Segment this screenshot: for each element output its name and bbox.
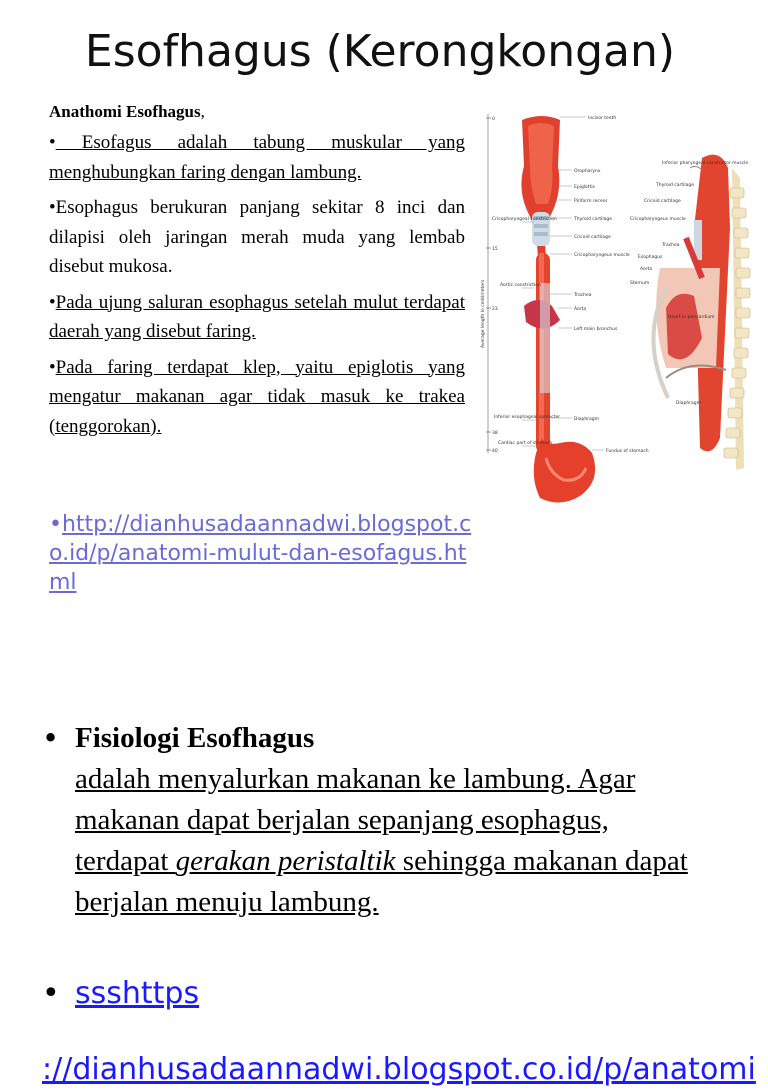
figure-label-left: Oropharynx (574, 169, 601, 174)
figure-label-left: Incisor teeth (588, 116, 617, 121)
ruler-tick-label: 38 (492, 431, 498, 436)
ruler-tick-label: 0 (492, 117, 495, 122)
esophagus-anatomy-illustration (480, 108, 768, 508)
figure-label-left: Epiglottis (574, 185, 595, 190)
figure-label-right: Esophagus (638, 255, 663, 260)
page-title: Esofhagus (Kerongkongan) (84, 26, 676, 77)
physiology-heading: Fisiologi Esofhagus (75, 722, 315, 754)
anatomy-paragraph-3: •Pada ujung saluran esophagus setelah mulut terdapat daerah yang disebut faring. (49, 291, 465, 342)
figure-label-left: Trachea (574, 293, 592, 298)
figure-label-right: Diaphragm (676, 401, 702, 406)
figure-label-right: Heart in pericardium (668, 315, 715, 320)
anatomy-paragraph-1: • Esofagus adalah tabung muskular yang menghubungkan faring dengan lambung. (49, 132, 465, 183)
figure-label-left: Cricopharyngeal constriction (492, 217, 557, 222)
figure-label-left: Cardiac part of stomach (498, 441, 553, 446)
figure-label-left: Aorta (574, 307, 587, 312)
figure-label-right: Aorta (640, 267, 653, 272)
ruler-tick-label: 23 (492, 307, 498, 312)
anatomy-paragraph-2: •Esophagus berukuran panjang sekitar 8 inci dan dilapisi oleh jaringan merah muda yang lembab disebut mukosa. (49, 197, 465, 277)
second-link-cont[interactable]: ://dianhusadaannadwi.blogspot.co.id/p/anatomi (42, 1052, 756, 1087)
physiology-body: adalah menyalurkan makanan ke lambung. Agar makanan dapat berjalan sepanjang esophagus, terdapat gerakan peristaltik sehingga makanan dapat berjalan menuju lambung. (75, 763, 688, 918)
ruler-tick-label: 15 (492, 247, 498, 252)
physiology-section (42, 718, 742, 923)
figure-label-right: Thyroid cartilage (656, 183, 695, 188)
figure-label-left: Piriform recess (574, 199, 608, 204)
figure-label-left: Cricoid cartilage (574, 235, 611, 240)
figure-label-right: Trachea (662, 243, 680, 248)
anatomy-section (49, 100, 465, 447)
figure-label-left: Inferior esophageal sphincter (494, 415, 561, 420)
anatomy-paragraph-4: •Pada faring terdapat klep, yaitu epiglotis yang mengatur makanan agar tidak masuk ke trakea (tenggorokan). (49, 356, 465, 437)
figure-label-left: Fundus of stomach (606, 449, 649, 454)
bullet: • (42, 721, 60, 755)
figure-label-left: Diaphragm (574, 417, 600, 422)
second-link-text[interactable]: ssshttps (75, 976, 200, 1011)
source-link[interactable]: •http://dianhusadaannadwi.blogspot.co.id/p/anatomi-mulut-dan-esofagus.html (49, 512, 472, 595)
anatomy-heading: Anathomi Esofhagus, (49, 102, 205, 121)
figure-label-right: Cricopharyngeus muscle (630, 217, 686, 222)
ruler-tick-label: 40 (492, 449, 498, 454)
bullet: • (42, 976, 60, 1011)
figure-label-right: Sternum (630, 281, 650, 286)
figure-label-left: Left main bronchus (574, 327, 618, 332)
figure-label-right: Cricoid cartilage (644, 199, 681, 204)
figure-label-left: Thyroid cartilage (574, 217, 613, 222)
figure-label-left: Cricopharyngeus muscle (574, 253, 630, 258)
ruler-label: Average length in centimeters (481, 279, 486, 348)
figure-label-left: Aortic constriction (500, 283, 541, 288)
source-link-text[interactable]: http://dianhusadaannadwi.blogspot.co.id/p/anatomi-mulut-dan-esofagus.html (49, 512, 472, 595)
physiology-heading-row (42, 718, 742, 759)
figure-label-right: Inferior pharyngeal constrictor muscle (662, 161, 749, 166)
second-link[interactable] (42, 975, 768, 1087)
